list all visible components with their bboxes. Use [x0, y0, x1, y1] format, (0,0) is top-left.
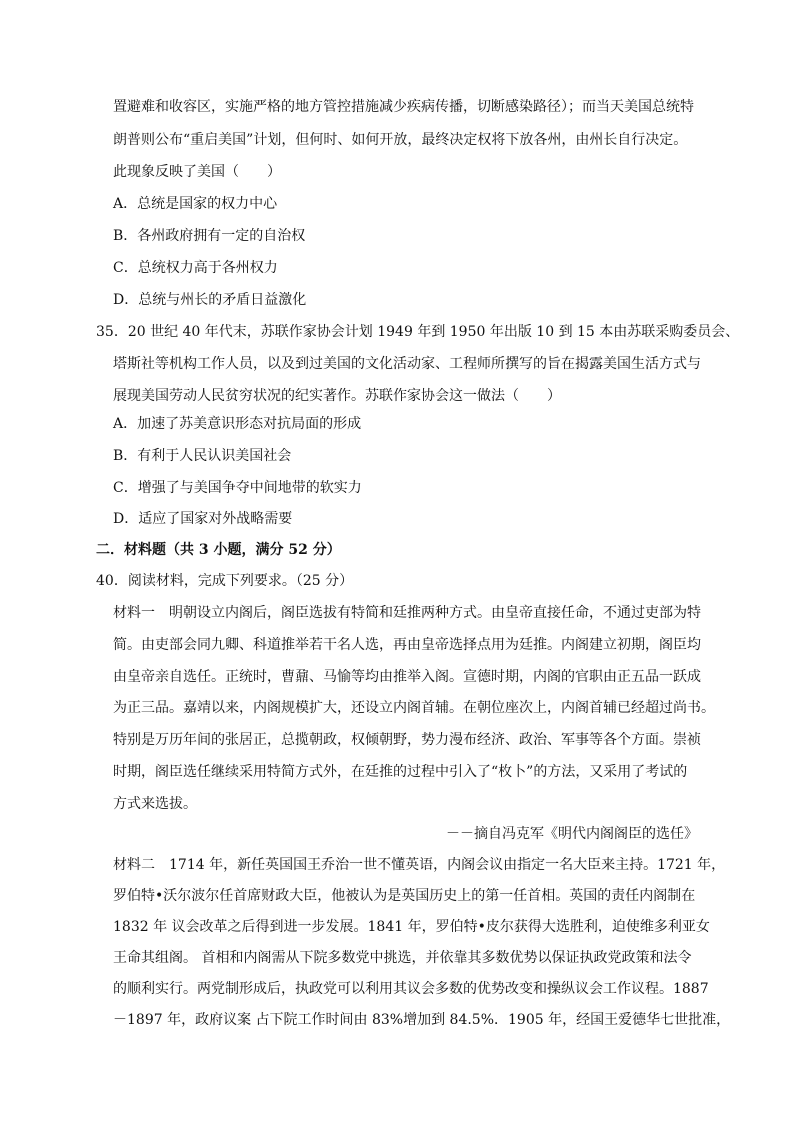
section-heading: 二．材料题（共 3 小题，满分 52 分）	[96, 542, 341, 558]
material-1-line: 方式来选拔。	[113, 796, 197, 812]
option-c: C．总统权力高于各州权力	[113, 260, 278, 276]
question-40: 40．阅读材料，完成下列要求。（25 分）	[96, 573, 354, 589]
question-35: 35．20 世纪 40 年代末，苏联作家协会计划 1949 年到 1950 年出版 10 到 15 本由苏联采购委员会、	[96, 324, 740, 340]
material-1-line: 由皇帝亲自选任。正统时，曹鼐、马愉等均由推举入阁。宣德时期，内阁的官职由正五品一跃成	[113, 669, 701, 685]
option-d: D．适应了国家对外战略需要	[113, 511, 293, 527]
option-b: B．各州政府拥有一定的自治权	[113, 228, 306, 244]
material-2-line: 1832 年 议会改革之后得到进一步发展。1841 年，罗伯特•皮尔获得大选胜利，迫使维多利亚女	[113, 919, 710, 935]
material-2-line: 罗伯特•沃尔波尔任首席财政大臣，他被认为是英国历史上的第一任首相。英国的责任内阁制在	[113, 888, 696, 904]
option-d: D．总统与州长的矛盾日益激化	[113, 292, 307, 308]
option-a: A．总统是国家的权力中心	[113, 196, 278, 212]
option-b: B．有利于人民认识美国社会	[113, 448, 292, 464]
material-2-line: 王命其组阁。 首相和内阁需从下院多数党中挑选，并依靠其多数优势以保证执政党政策和法令	[113, 950, 692, 966]
material-1-line: 为正三品。嘉靖以来，内阁规模扩大，还设立内阁首辅。在朝位座次上，内阁首辅已经超过尚书。	[113, 700, 715, 716]
material-2-line: 的顺利实行。两党制形成后，执政党可以利用其议会多数的优势改变和操纵议会工作议程。1887	[113, 981, 709, 997]
text-line: 置避难和收容区，实施严格的地方管控措施减少疾病传播，切断感染路径）；而当天美国总统特	[113, 99, 694, 115]
citation: －－摘自冯克军《明代内阁阁臣的选任》	[446, 826, 698, 842]
option-c: C．增强了与美国争夺中间地带的软实力	[113, 480, 362, 496]
text-line: 朗普则公布“重启美国”计划，但何时、如何开放，最终决定权将下放各州，由州长自行决定。	[113, 132, 688, 148]
material-2-line: 材料二 1714 年，新任英国国王乔治一世不懂英语，内阁会议由指定一名大臣来主持。1721 年，	[113, 857, 726, 873]
option-a: A．加速了苏美意识形态对抗局面的形成	[113, 416, 362, 432]
text-line: 此现象反映了美国（ ）	[113, 164, 281, 180]
material-1-line: 简。由吏部会同九卿、科道推举若干名人选，再由皇帝选择点用为廷推。内阁建立初期，阁臣均	[113, 637, 701, 653]
text-line: 塔斯社等机构工作人员，以及到过美国的文化活动家、工程师所撰写的旨在揭露美国生活方式与	[113, 356, 701, 372]
material-1-line: 材料一 明朝设立内阁后，阁臣选拔有特简和廷推两种方式。由皇帝直接任命，不通过吏部为特	[113, 605, 701, 621]
material-1-line: 特别是万历年间的张居正，总揽朝政，权倾朝野，势力漫布经济、政治、军事等各个方面。崇祯	[113, 732, 701, 748]
text-line: 展现美国劳动人民贫穷状况的纪实著作。苏联作家协会这一做法（ ）	[113, 388, 561, 404]
material-1-line: 时期，阁臣选任继续采用特简方式外，在廷推的过程中引入了“枚卜”的方法，又采用了考试的	[113, 764, 688, 780]
material-2-line: －1897 年，政府议案 占下院工作时间由 83%增加到 84.5%．1905 年，经国王爱德华七世批准，	[113, 1012, 731, 1028]
